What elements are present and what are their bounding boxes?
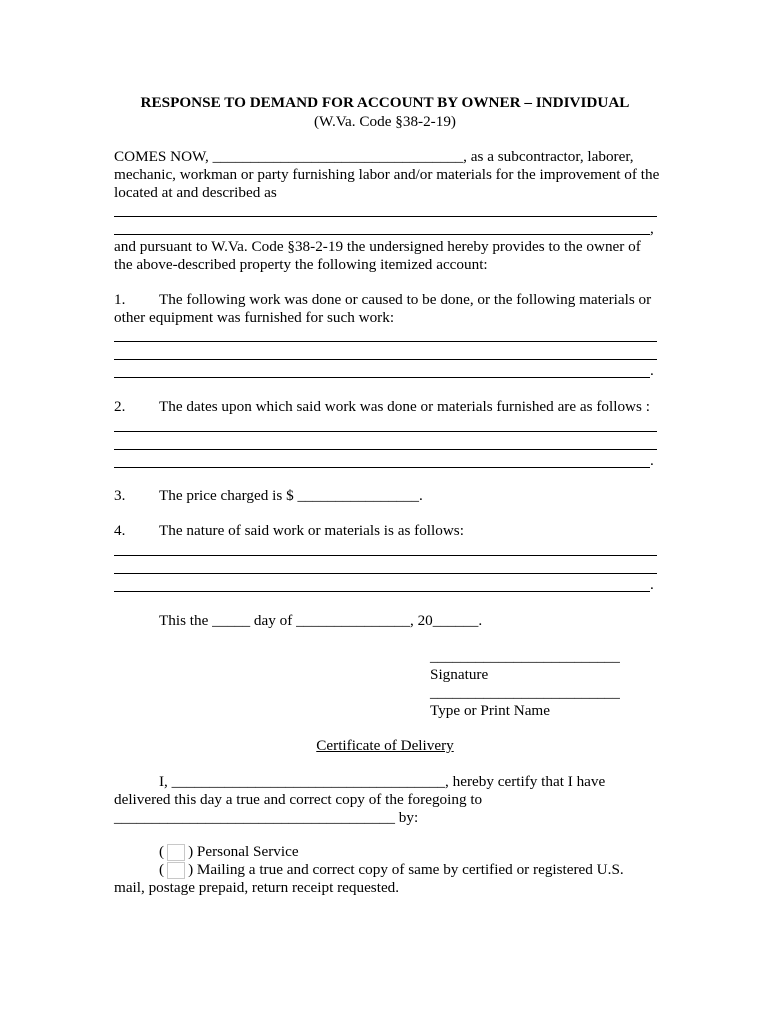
pursuant-line-1: and pursuant to W.Va. Code §38-2-19 the undersigned hereby provides to the owner of [114, 238, 641, 255]
mail-service-label-continued: mail, postage prepaid, return receipt requested. [114, 879, 400, 896]
document-subtitle: (W.Va. Code §38-2-19) [313, 113, 456, 130]
item-2-number: 2. [114, 398, 126, 415]
certificate-heading: Certificate of Delivery [316, 737, 454, 754]
item-4-blank-1[interactable] [114, 555, 657, 556]
property-description-blank-1[interactable] [114, 216, 657, 217]
item-3-text: The price charged is $ ________________. [159, 487, 423, 504]
print-name-blank[interactable]: _________________________ [430, 684, 620, 701]
item-1-period: . [650, 362, 654, 379]
option-mail-service [159, 861, 624, 879]
intro-line-2: mechanic, workman or party furnishing labor and/or materials for the improvement of the [114, 166, 660, 183]
option-personal-service [159, 843, 299, 861]
certificate-line-3: _____________________________________ by: [114, 809, 419, 826]
mail-service-checkbox[interactable] [167, 862, 185, 879]
item-4-period: . [650, 576, 654, 593]
signature-blank[interactable]: _________________________ [430, 648, 620, 665]
property-description-blank-2[interactable] [114, 234, 650, 235]
item-4-blank-2[interactable] [114, 573, 657, 574]
item-1-text-line-1: The following work was done or caused to be done, or the following materials or [159, 291, 652, 308]
intro-line-1: COMES NOW, _________________________________, as a subcontractor, laborer, [114, 148, 634, 165]
signature-label: Signature [430, 666, 489, 683]
item-2-blank-2[interactable] [114, 449, 657, 450]
date-line: This the _____ day of _______________, 20______. [159, 612, 483, 629]
item-2-text: The dates upon which said work was done or materials furnished are as follows : [159, 398, 650, 415]
personal-service-checkbox[interactable] [167, 844, 185, 861]
item-4-text: The nature of said work or materials is as follows: [159, 522, 464, 539]
document-title: RESPONSE TO DEMAND FOR ACCOUNT BY OWNER – INDIVIDUAL [140, 94, 630, 111]
item-2-blank-3[interactable] [114, 467, 650, 468]
item-1-blank-1[interactable] [114, 341, 657, 342]
mail-service-label: ) Mailing a true and correct copy of same by certified or registered U.S. [188, 861, 624, 878]
item-1-text-line-2: other equipment was furnished for such work: [114, 309, 395, 326]
print-name-label: Type or Print Name [430, 702, 550, 719]
item-1-blank-3[interactable] [114, 377, 650, 378]
item-1-blank-2[interactable] [114, 359, 657, 360]
item-1-number: 1. [114, 291, 126, 308]
item-2-blank-1[interactable] [114, 431, 657, 432]
item-2-period: . [650, 452, 654, 469]
item-4-number: 4. [114, 522, 126, 539]
personal-service-label: ) Personal Service [188, 843, 299, 860]
item-4-blank-3[interactable] [114, 591, 650, 592]
comma-mark: , [650, 220, 654, 237]
intro-line-3: located at and described as [114, 184, 277, 201]
pursuant-line-2: the above-described property the following itemized account: [114, 256, 488, 273]
paren-open: ( [159, 861, 165, 878]
certificate-line-2: delivered this day a true and correct copy of the foregoing to [114, 791, 483, 808]
paren-open: ( [159, 843, 165, 860]
item-3-number: 3. [114, 487, 126, 504]
certificate-line-1: I, ____________________________________, hereby certify that I have [159, 773, 606, 790]
